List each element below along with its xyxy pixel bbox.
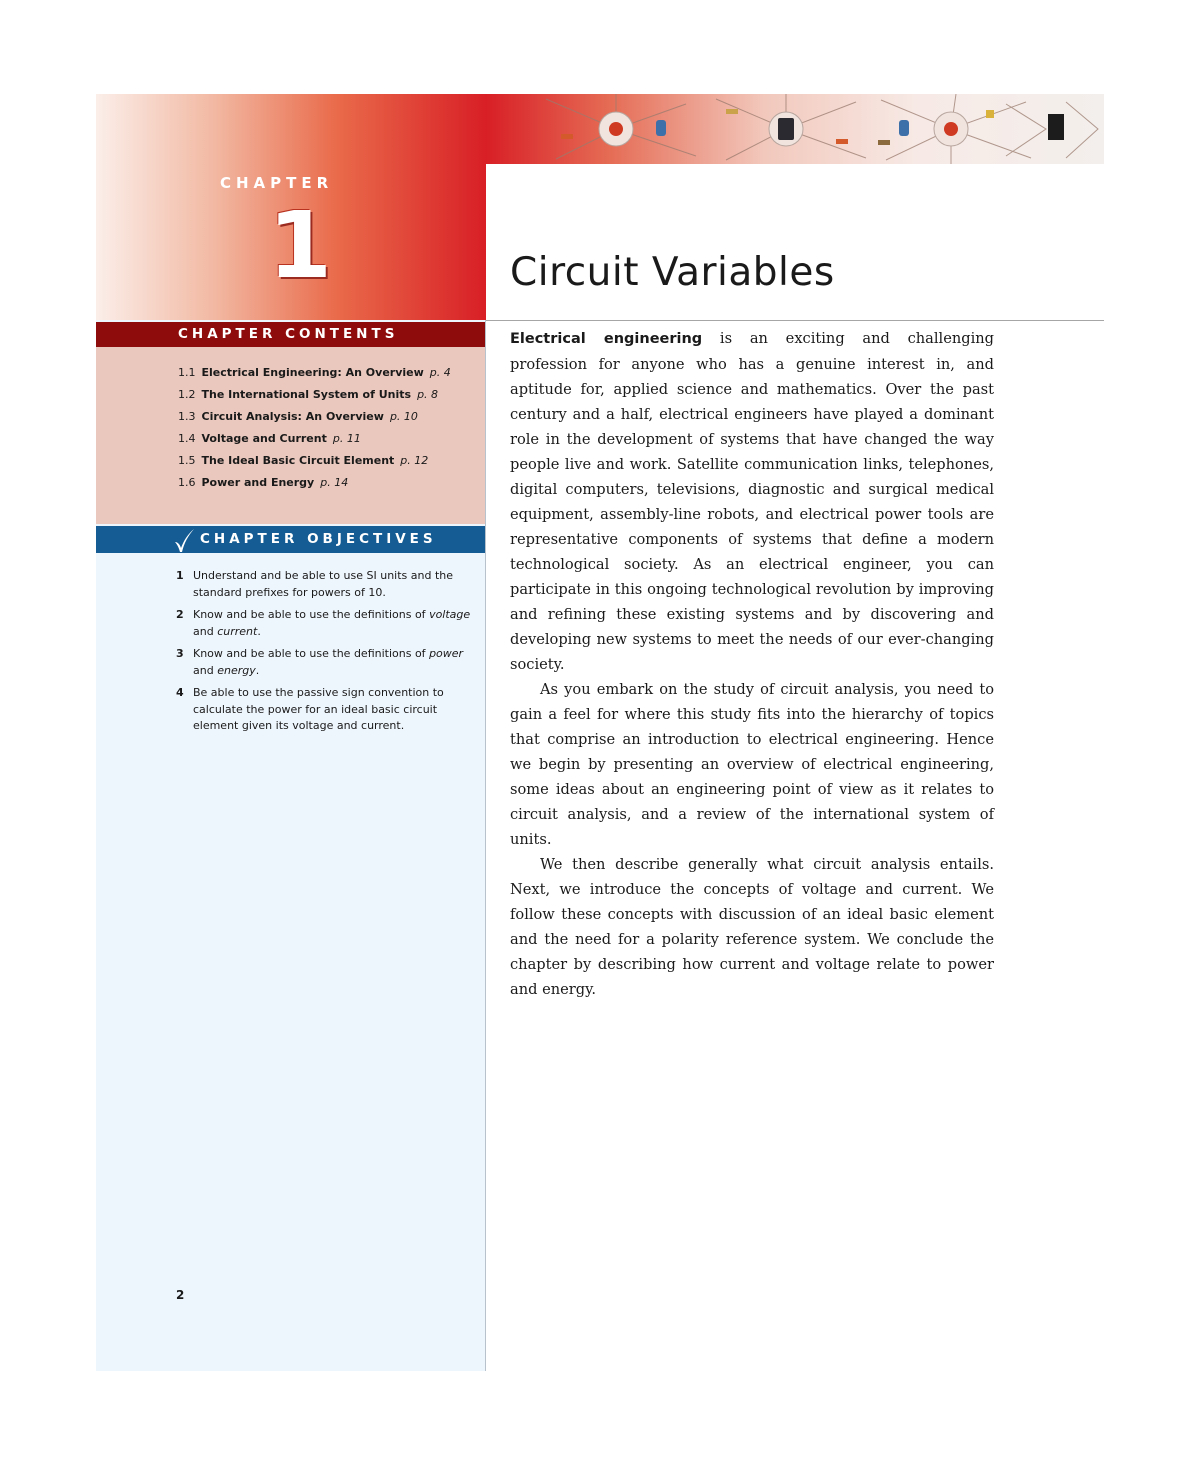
- objective-text: Know and be able to use the definitions of: [193, 647, 430, 660]
- objective-item: [176, 685, 476, 735]
- contents-item-page: p. 12: [400, 454, 429, 467]
- objective-text: Be able to use the passive sign convention to calculate the power for an ideal basic circuit element given its voltage and current.: [193, 686, 444, 732]
- paragraph: [510, 326, 994, 677]
- objective-item: [176, 607, 476, 640]
- contents-item-title: Voltage and Current: [201, 432, 327, 445]
- chapter-intro-text: [510, 326, 994, 1002]
- contents-item[interactable]: [178, 409, 451, 431]
- contents-list: [178, 365, 451, 497]
- paragraph: As you embark on the study of circuit analysis, you need to gain a feel for where this study fits into the hierarchy of topics that comprise an introduction to electrical engineering. Hence we begin by presenting an overview of electrical engineering, some ideas about an engineering point of view as it relates to circuit analysis, and a review of the international system of units.: [510, 681, 994, 848]
- objective-text: .: [255, 663, 260, 677]
- objective-term: voltage: [429, 608, 471, 621]
- contents-item-title: The International System of Units: [201, 388, 412, 401]
- objective-number: 4: [176, 686, 184, 699]
- contents-item-number: 1.3: [178, 410, 196, 423]
- contents-header-bar: [96, 322, 485, 347]
- contents-item-page: p. 10: [389, 410, 418, 423]
- contents-item-page: p. 8: [417, 388, 439, 401]
- contents-item-number: 1.4: [178, 432, 196, 445]
- contents-item-page: p. 4: [429, 366, 451, 379]
- paragraph-text: is an exciting and challenging profession for anyone who has a genuine interest in, and aptitude for, applied science and mathematics. Over the past century and a half, electrical engineers have played a dominant role in the development of systems that have changed the way people live and work. Satellite communication links, telephones, digital computers, televisions, diagnostic and surgical medical equipment, assembly-line robots, and electrical power tools are representative components of systems that define a modern technological society. As an electrical engineer, you can participate in this ongoing technological revolution by improving and refining these existing systems and by discovering and developing new systems to meet the needs of our ever-changing society.: [510, 330, 994, 673]
- objective-number: 1: [176, 569, 184, 582]
- contents-item-title: Electrical Engineering: An Overview: [201, 366, 424, 379]
- contents-item-title: Power and Energy: [201, 476, 315, 489]
- objective-item: [176, 646, 476, 679]
- contents-item[interactable]: [178, 387, 451, 409]
- chapter-label: CHAPTER: [220, 174, 334, 192]
- contents-item[interactable]: [178, 475, 451, 497]
- objective-item: [176, 568, 476, 601]
- contents-item-page: p. 11: [332, 432, 361, 445]
- chapter-number: 1: [268, 192, 333, 299]
- contents-item-number: 1.5: [178, 454, 196, 467]
- contents-item-title: The Ideal Basic Circuit Element: [201, 454, 395, 467]
- contents-item-number: 1.6: [178, 476, 196, 489]
- objectives-header-bar: [96, 526, 485, 553]
- objective-text: Know and be able to use the definitions of: [193, 608, 430, 621]
- contents-item[interactable]: [178, 431, 451, 453]
- objectives-list: [176, 568, 476, 741]
- objective-number: 2: [176, 608, 184, 621]
- objective-text: .: [257, 624, 261, 638]
- contents-item[interactable]: [178, 365, 451, 387]
- key-term: Electrical engineering: [510, 331, 703, 347]
- chapter-title-panel: [486, 164, 1104, 320]
- checkmark-icon: [172, 527, 196, 553]
- contents-item-number: 1.1: [178, 366, 196, 379]
- objective-text: and: [193, 624, 218, 638]
- contents-item-page: p. 14: [320, 476, 349, 489]
- objective-term: power: [429, 647, 464, 660]
- contents-item-title: Circuit Analysis: An Overview: [201, 410, 384, 423]
- objective-text: Understand and be able to use SI units and the standard prefixes for powers of 10.: [193, 569, 454, 599]
- page-number: 2: [176, 1288, 185, 1302]
- chapter-title: Circuit Variables: [510, 250, 835, 295]
- objective-term: energy: [217, 663, 256, 677]
- objective-text: and: [193, 663, 218, 677]
- objective-term: current: [217, 624, 258, 638]
- objective-number: 3: [176, 647, 184, 660]
- objectives-heading: CHAPTER OBJECTIVES: [200, 531, 437, 547]
- contents-item-number: 1.2: [178, 388, 196, 401]
- circuit-board-photo: [486, 94, 1104, 164]
- paragraph: We then describe generally what circuit analysis entails. Next, we introduce the concepts of voltage and current. We follow these concepts with discussion of an ideal basic element and the need for a polarity reference system. We conclude the chapter by describing how current and voltage relate to power and energy.: [510, 856, 994, 998]
- contents-item[interactable]: [178, 453, 451, 475]
- contents-box: [96, 347, 485, 524]
- contents-heading: CHAPTER CONTENTS: [178, 326, 399, 342]
- title-divider: [486, 320, 1104, 321]
